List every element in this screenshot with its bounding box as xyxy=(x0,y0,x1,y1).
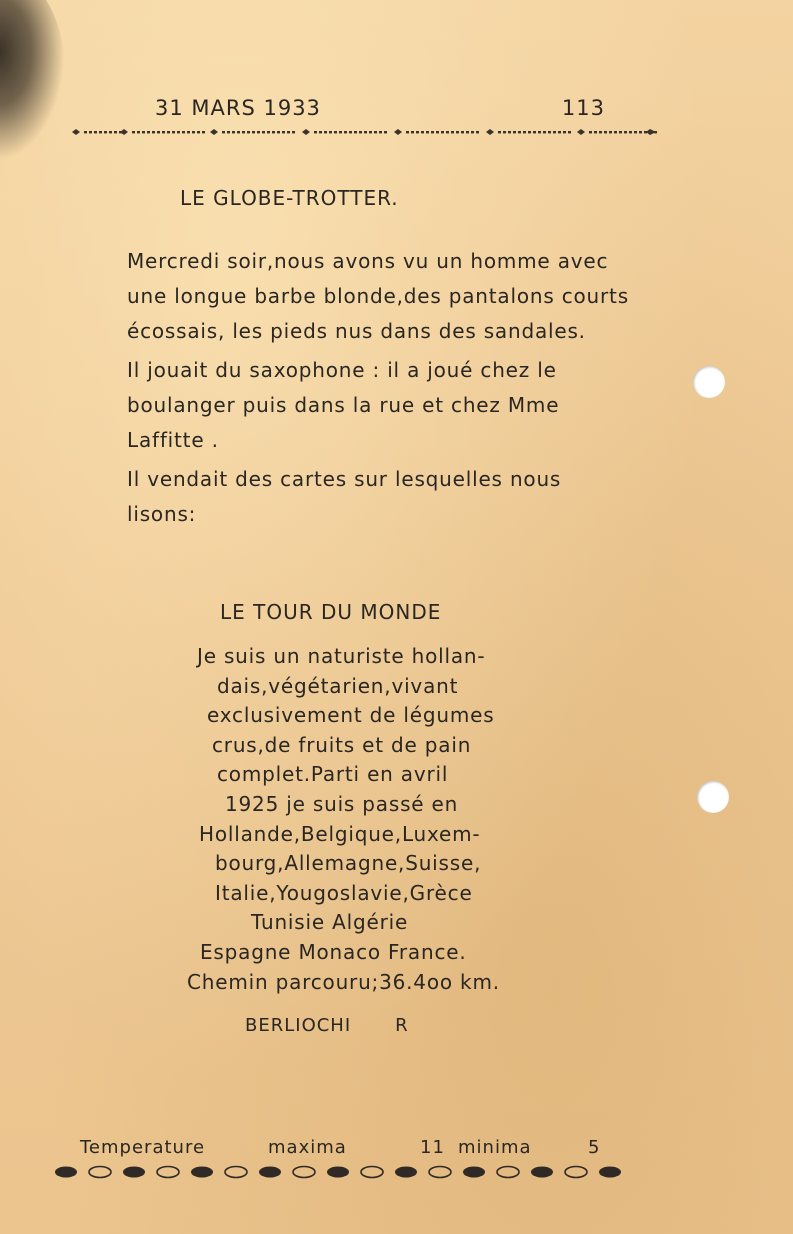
card-line: Italie,Yougoslavie,Grèce xyxy=(215,880,473,905)
card-line: Chemin parcouru;36.4oo km. xyxy=(187,969,500,994)
card-text xyxy=(185,642,565,997)
card-line: Espagne Monaco France. xyxy=(200,939,467,964)
card-line: Tunisie Algérie xyxy=(251,910,409,935)
signature-name: BERLIOCHI xyxy=(245,1015,352,1036)
header-ornament-rule xyxy=(72,126,657,138)
card-line: 1925 je suis passé en xyxy=(225,791,459,816)
page-header xyxy=(155,96,605,126)
card-line: bourg,Allemagne,Suisse, xyxy=(215,851,482,876)
signature-initial: R xyxy=(395,1015,409,1036)
ink-stain xyxy=(0,0,65,160)
signature xyxy=(245,1015,409,1036)
minima-label: minima xyxy=(458,1137,532,1158)
article-body xyxy=(75,244,635,536)
minima-value: 5 xyxy=(588,1137,601,1158)
card-line: Hollande,Belgique,Luxem- xyxy=(199,821,481,846)
card-line: dais,végétarien,vivant xyxy=(217,673,459,698)
card-line: Je suis un naturiste hollan- xyxy=(197,644,486,668)
maxima-value: 11 xyxy=(420,1137,445,1158)
paragraph-1: Mercredi soir,nous avons vu un homme avec une longue barbe blonde,des pantalons courts écossais, les pieds nus dans des sandales. xyxy=(127,249,629,343)
footer-ornament-border xyxy=(52,1160,637,1184)
punch-hole-bottom xyxy=(697,781,729,813)
card-line: exclusivement de légumes xyxy=(207,703,495,728)
maxima-label: maxima xyxy=(268,1137,347,1158)
page-number: 113 xyxy=(561,96,605,120)
temperature-label: Temperature xyxy=(80,1137,206,1158)
card-title: LE TOUR DU MONDE xyxy=(220,600,442,624)
punch-hole-top xyxy=(693,366,725,398)
issue-date: 31 MARS 1933 xyxy=(155,96,321,120)
card-line: crus,de fruits et de pain xyxy=(212,732,472,757)
card-line: complet.Parti en avril xyxy=(217,762,449,787)
article-title: LE GLOBE-TROTTER. xyxy=(180,186,399,210)
paragraph-3: Il vendait des cartes sur lesquelles nous lisons: xyxy=(127,467,562,526)
paragraph-2: Il jouait du saxophone : il a joué chez le boulanger puis dans la rue et chez Mme Laffitte . xyxy=(127,358,560,452)
